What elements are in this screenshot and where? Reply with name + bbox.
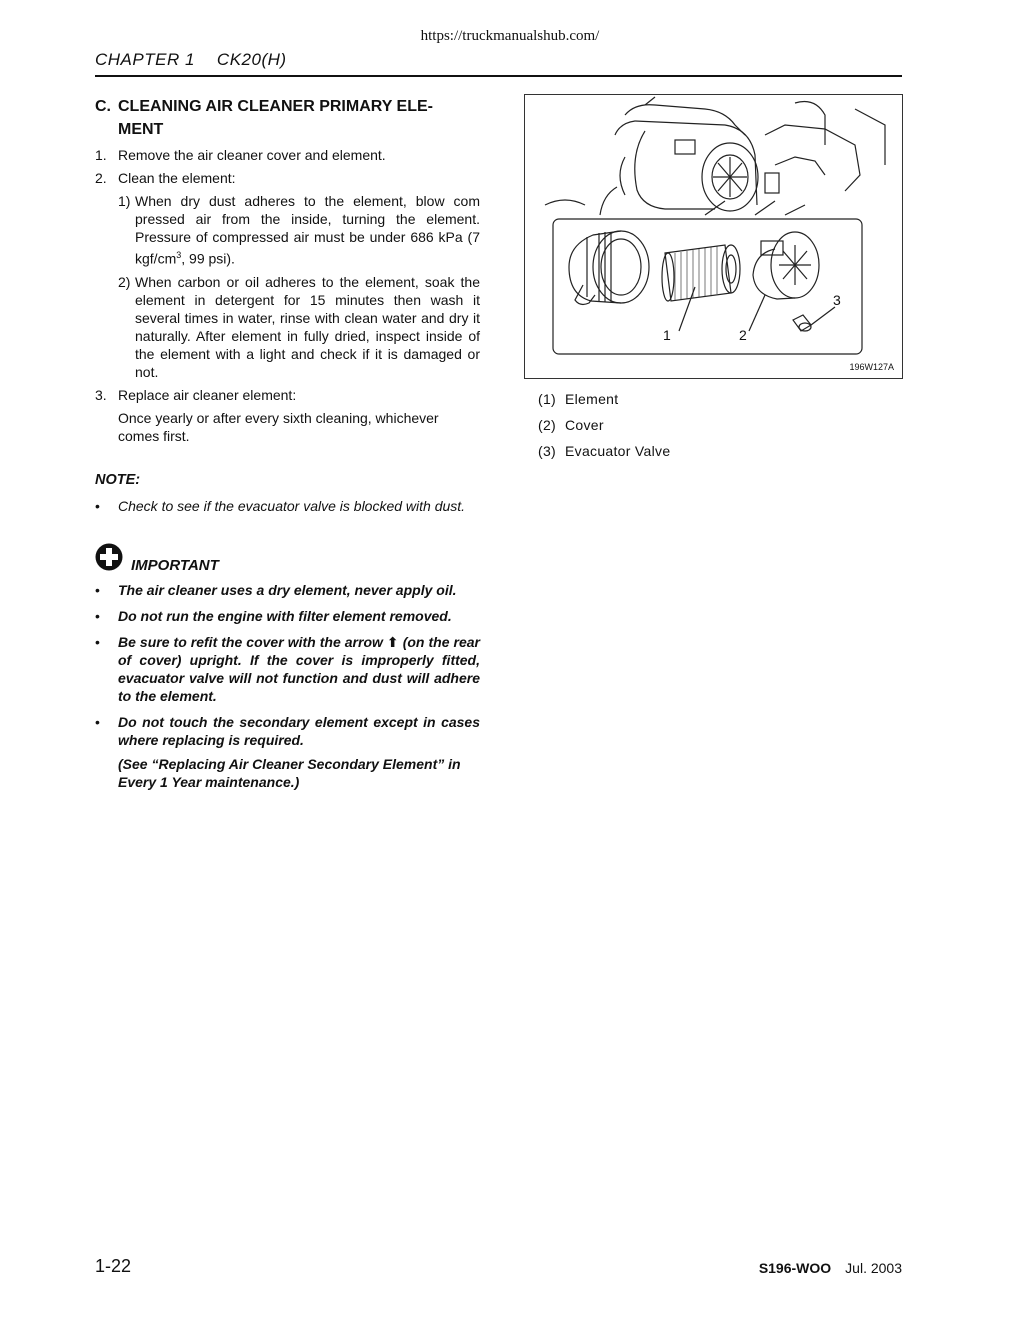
important-item: [95, 633, 480, 705]
legend-item: [538, 416, 670, 434]
section-title: CLEANING AIR CLEANER PRIMARY ELE- MENT: [118, 98, 433, 138]
section-heading: [95, 95, 480, 141]
step-number: 1.: [95, 147, 107, 163]
step-text: Clean the element:: [118, 170, 236, 186]
legend-number: (1): [538, 391, 557, 407]
document-date: Jul. 2003: [845, 1260, 902, 1276]
note-item: [95, 497, 480, 515]
section-label: C.: [95, 98, 111, 115]
important-text: Do not touch the secondary element except in cases where replacing is required.: [118, 713, 480, 748]
legend-number: (3): [538, 443, 557, 459]
chapter-header: [95, 50, 287, 70]
step-text: Replace air cleaner element:: [118, 386, 297, 403]
legend-label: Element: [565, 391, 619, 407]
important-title: IMPORTANT: [131, 556, 219, 574]
step-3-detail: Once yearly or after every sixth cleaning, whichever comes first.: [118, 409, 439, 444]
bullet-glyph: •: [95, 497, 100, 514]
important-item: [95, 607, 480, 625]
page-number: 1-22: [95, 1256, 132, 1276]
callout-1: 1: [663, 327, 671, 343]
important-item: [95, 713, 480, 749]
plus-circle-icon: [95, 543, 123, 575]
note-text: Check to see if the evacuator valve is blocked with dust.: [118, 497, 466, 514]
important-text: Be sure to refit the cover with the arrow ⬆ (on the rear of cover) upright. If the cover is improperly fitted, evacuator valve will not function and dust will adhere to the element.: [118, 633, 480, 704]
model-label: CK20(H): [216, 50, 287, 69]
substep-text-part: When dry dust adheres to the element, blow com pressed air from the inside, turning the element. Pressure of compressed air must be under 686 kPa (7 kgf/cm: [135, 193, 480, 267]
step-number: 2.: [95, 170, 107, 186]
air-cleaner-figure: [524, 94, 903, 379]
superscript: 3: [176, 250, 182, 260]
document-id: [759, 1260, 902, 1276]
legend-number: (2): [538, 417, 557, 433]
substep-text: [135, 192, 480, 268]
step-1: [95, 146, 480, 164]
important-header: [95, 543, 480, 575]
substep-2: [118, 273, 480, 381]
note-title: NOTE:: [95, 471, 141, 488]
source-url: https://truckmanualshub.com/: [420, 28, 600, 44]
chapter-label: CHAPTER 1: [95, 50, 195, 69]
substep-text-part: , 99 psi).: [181, 250, 235, 267]
bullet-glyph: •: [95, 713, 100, 730]
callout-2: 2: [739, 327, 747, 343]
step-2: [95, 169, 480, 187]
bullet-glyph: •: [95, 633, 100, 650]
legend-label: Evacuator Valve: [565, 443, 671, 459]
step-text: Remove the air cleaner cover and element.: [118, 147, 386, 163]
step-number: 3.: [95, 386, 107, 403]
instructions-column: [95, 95, 480, 791]
important-see-also: (See “Replacing Air Cleaner Secondary Element” in Every 1 Year maintenance.): [118, 755, 461, 790]
substep-text: When carbon or oil adheres to the element, soak the element in detergent for 15 minutes then wash it several times in water, rinse with clean water and dry it naturally. After element in fully dried, inspect inside of the element with a light and check if it is damaged or not.: [135, 273, 480, 380]
figure-code: 196W127A: [849, 362, 894, 372]
document-code: S196-WOO: [758, 1260, 832, 1276]
substep-number: 2): [118, 273, 131, 290]
legend-label: Cover: [565, 417, 604, 433]
step-3: [95, 386, 480, 404]
bullet-glyph: •: [95, 581, 100, 598]
air-cleaner-illustration: [525, 95, 902, 378]
header-rule: [95, 75, 902, 77]
bullet-glyph: •: [95, 607, 100, 624]
callout-3: 3: [833, 292, 841, 308]
legend-item: [538, 442, 670, 460]
substep-number: 1): [118, 193, 131, 209]
important-text: The air cleaner uses a dry element, never apply oil.: [118, 581, 457, 598]
important-text: Do not run the engine with filter element removed.: [118, 607, 452, 624]
legend-item: [538, 390, 670, 408]
important-item: [95, 581, 480, 599]
figure-legend: [538, 390, 670, 468]
substep-1: [118, 192, 480, 268]
